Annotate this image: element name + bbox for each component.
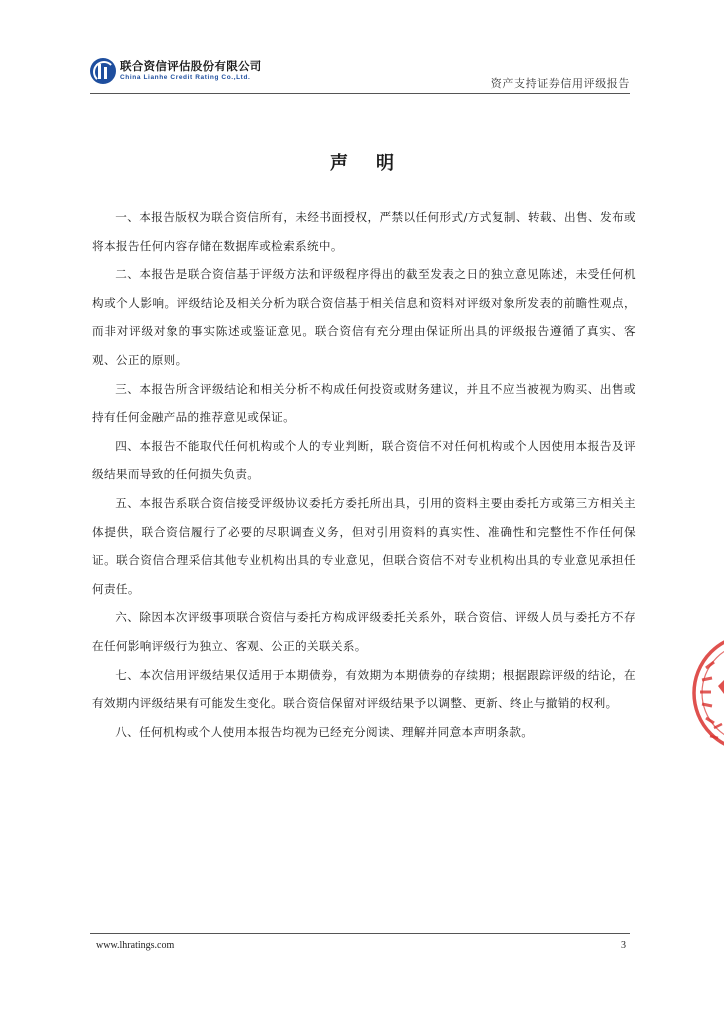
statement-paragraph: 八、任何机构或个人使用本报告均视为已经充分阅读、理解并同意本声明条款。 xyxy=(115,724,534,739)
statement-paragraph: 六、除因本次评级事项联合资信与委托方构成评级委托关系外，联合资信、评级人员与委托方不存在任何影响评级行为独立、客观、公正的关联关系。 xyxy=(92,610,636,653)
report-type-label: 资产支持证券信用评级报告 xyxy=(490,77,630,90)
page-number: 3 xyxy=(621,940,626,951)
company-seal-stamp xyxy=(684,628,724,758)
header-divider xyxy=(90,93,630,94)
company-name-en: China Lianhe Credit Rating Co.,Ltd. xyxy=(120,74,251,81)
statement-paragraph: 二、本报告是联合资信基于评级方法和评级程序得出的截至发表之日的独立意见陈述，未受任何机构或个人影响。评级结论及相关分析为联合资信基于相关信息和资料对评级对象所发表的前瞻性观点，而非对评级对象的事实陈述或鉴证意见。联合资信有充分理由保证所出具的评级报告遵循了真实、客观、公正的原则。 xyxy=(92,267,636,367)
statement-paragraph: 四、本报告不能取代任何机构或个人的专业判断，联合资信不对任何机构或个人因使用本报告及评级结果而导致的任何损失负责。 xyxy=(92,438,636,482)
lianhe-logo-icon xyxy=(90,58,116,84)
statement-paragraph: 三、本报告所含评级结论和相关分析不构成任何投资或财务建议，并且不应当被视为购买、出售或持有任何金融产品的推荐意见或保证。 xyxy=(92,381,636,425)
statement-paragraph: 一、本报告版权为联合资信所有，未经书面授权，严禁以任何形式/方式复制、转载、出售、发布或将本报告任何内容存储在数据库或检索系统中。 xyxy=(92,210,636,253)
footer-divider xyxy=(90,933,630,934)
page-title: 声明 xyxy=(330,153,422,174)
statement-body xyxy=(92,203,636,746)
statement-paragraph: 五、本报告系联合资信接受评级协议委托方委托所出具，引用的资料主要由委托方或第三方相关主体提供，联合资信履行了必要的尽职调查义务，但对引用资料的真实性、准确性和完整性不作任何保证。联合资信合理采信其他专业机构出具的专业意见，但联合资信不对专业机构出具的专业意见承担任何责任。 xyxy=(92,495,636,596)
page-header xyxy=(90,58,630,92)
footer-website-link[interactable]: www.lhratings.com xyxy=(96,940,175,951)
company-logo xyxy=(90,58,262,84)
company-name-cn: 联合资信评估股份有限公司 xyxy=(120,59,262,73)
statement-paragraph: 七、本次信用评级结果仅适用于本期债券，有效期为本期债券的存续期；根据跟踪评级的结论，在有效期内评级结果有可能发生变化。联合资信保留对评级结果予以调整、更新、终止与撤销的权利。 xyxy=(92,667,636,711)
